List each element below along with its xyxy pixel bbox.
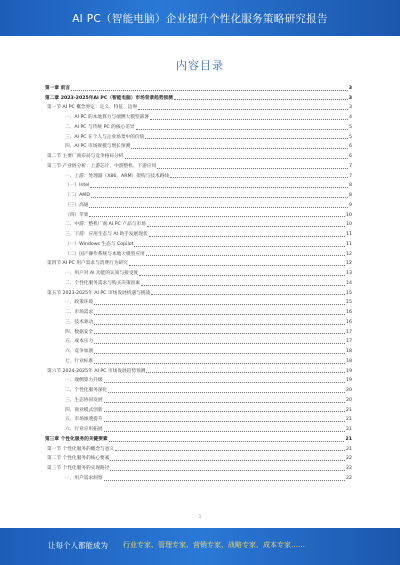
toc-entry-label: 六、行业应用拓展: [65, 427, 103, 432]
toc-entry[interactable]: [45, 287, 352, 297]
toc-leader-dots: [138, 109, 348, 110]
toc-entry-page: 4: [349, 115, 352, 120]
toc-entry-label: 第五节 2023-2025年 AI PC 市场发展机遇与挑战: [47, 290, 151, 296]
toc-entry[interactable]: [45, 141, 352, 151]
toc-entry-label: 四、数据安全: [65, 329, 94, 335]
toc-entry-page: 22: [346, 475, 352, 481]
toc-entry-label: 二、个性化服务需求与购买决策因素: [65, 280, 141, 286]
toc-leader-dots: [146, 255, 345, 256]
toc-leader-dots: [104, 431, 346, 432]
toc-entry-label: 三、AI PC 在个人与企业场景中的价值: [65, 134, 145, 140]
toc-entry-page: 19: [346, 368, 352, 374]
toc-entry-page: 17: [346, 339, 352, 345]
toc-entry[interactable]: [45, 443, 352, 453]
toc-leader-dots: [94, 324, 345, 325]
toc-entry-page: 21: [346, 446, 352, 452]
footer-roles: 行业专家、管理专家、营销专家、战略专家、成本专家……: [123, 541, 305, 549]
toc-entry[interactable]: [45, 219, 352, 229]
toc-entry-page: 19: [346, 378, 352, 384]
toc-entry-label: 六、竞争加剧: [65, 349, 94, 354]
toc-entry-page: 7: [349, 173, 352, 179]
toc-entry-label: 四、商业模式创新: [65, 407, 103, 413]
toc-leader-dots: [109, 441, 345, 442]
page-number: 1: [198, 514, 202, 519]
toc-entry-label: 第一节 个性化服务的概念与意义: [47, 446, 115, 452]
toc-entry-page: 21: [345, 436, 352, 442]
toc-entry[interactable]: [45, 404, 352, 414]
toc-leader-dots: [141, 285, 345, 286]
toc-entry-label: （四）苹果: [65, 212, 89, 218]
toc-leader-dots: [136, 129, 348, 130]
toc-entry[interactable]: [45, 102, 352, 112]
toc-leader-dots: [115, 450, 345, 451]
toc-entry-label: 第三节 产业链分析：上游芯片、中游整机、下游应用: [47, 163, 157, 169]
toc-leader-dots: [174, 99, 348, 100]
toc-entry[interactable]: [45, 170, 352, 180]
toc-entry-label: 第二节 个性化服务的核心要素: [47, 456, 110, 462]
toc-entry-label: 四、AI PC 市场规模与增长预测: [65, 144, 131, 150]
toc-entry-label: 二、个性化服务深化: [65, 388, 108, 393]
toc-entry-page: 3: [348, 85, 352, 91]
toc-entry[interactable]: [45, 365, 352, 375]
toc-entry-page: 12: [346, 251, 352, 257]
toc-entry-page: 20: [346, 397, 352, 403]
toc-entry-label: 一、政策环境: [65, 300, 94, 306]
toc-entry-page: 9: [349, 202, 352, 208]
toc-entry-page: 17: [346, 329, 352, 335]
toc-entry[interactable]: [45, 472, 352, 482]
toc-entry-page: 22: [346, 456, 352, 462]
toc-entry-label: 三、生态协同发展: [65, 397, 103, 403]
toc-leader-dots: [104, 382, 346, 383]
toc-entry-page: 15: [346, 290, 352, 296]
toc-entry[interactable]: [45, 150, 352, 160]
toc-entry[interactable]: [45, 453, 352, 463]
toc-heading: 内容目录: [176, 59, 224, 72]
toc-entry-page: 10: [346, 222, 352, 228]
toc-leader-dots: [94, 304, 345, 305]
toc-entry[interactable]: [45, 277, 352, 287]
toc-entry[interactable]: [45, 258, 352, 268]
toc-leader-dots: [145, 138, 348, 139]
toc-entry-label: 五、市场渗透提升: [65, 417, 103, 423]
toc-entry[interactable]: [45, 228, 352, 238]
toc-entry-label: 五、成本压力: [65, 339, 94, 345]
toc-entry[interactable]: [45, 121, 352, 131]
toc-leader-dots: [131, 148, 348, 149]
toc-entry[interactable]: [45, 316, 352, 326]
toc-entry-page: 5: [349, 134, 352, 140]
toc-entry[interactable]: [45, 209, 352, 219]
toc-entry-label: 三、下游：应用生态与 AI 助手发展现状: [65, 232, 148, 237]
toc-entry-page: 12: [346, 261, 352, 267]
toc-entry-page: 16: [346, 310, 352, 315]
footer-slogan: 让每个人都能成为: [48, 541, 108, 550]
toc-entry-page: 15: [346, 300, 352, 306]
toc-entry[interactable]: [45, 82, 352, 92]
toc-entry[interactable]: [45, 189, 352, 199]
toc-leader-dots: [71, 90, 348, 91]
toc-entry-page: 13: [346, 271, 352, 276]
toc-entry-label: （三）高通: [65, 202, 89, 208]
toc-entry-page: 10: [346, 212, 352, 218]
toc-entry-page: 21: [346, 417, 352, 423]
toc-entry-label: 一、用户需求洞察: [65, 475, 103, 481]
toc-leader-dots: [94, 343, 345, 344]
toc-entry-page: 20: [346, 388, 352, 393]
toc-entry-label: 三、技术驱动: [65, 319, 94, 325]
toc-entry-label: （二）AMD: [65, 193, 90, 198]
toc-leader-dots: [170, 177, 348, 178]
toc-entry-page: 22: [346, 466, 352, 471]
toc-leader-dots: [134, 246, 345, 247]
toc-entry-page: 3: [349, 105, 352, 111]
toc-entry-label: 一、用户对 AI 功能的认知与接受度: [65, 271, 139, 276]
toc-entry-page: 16: [346, 319, 352, 325]
toc-entry-label: 一、上游：处理器（X86、ARM）架构与技术路线: [65, 173, 170, 179]
toc-leader-dots: [89, 207, 348, 208]
toc-leader-dots: [139, 275, 345, 276]
toc-leader-dots: [110, 470, 345, 471]
toc-leader-dots: [147, 226, 345, 227]
toc-entry-label: 第六节 2024-2025年 AI PC 市场发展趋势预测: [47, 368, 146, 374]
toc-entry[interactable]: [45, 267, 352, 277]
toc-leader-dots: [110, 460, 345, 461]
toc-leader-dots: [104, 402, 346, 403]
toc-leader-dots: [157, 168, 348, 169]
toc-leader-dots: [150, 119, 348, 120]
toc-entry-page: 6: [349, 154, 352, 159]
toc-leader-dots: [129, 265, 345, 266]
toc-entry-page: 8: [349, 183, 352, 189]
toc-entry-label: 第四节 AI PC 用户需求与消费行为研究: [47, 261, 128, 267]
toc-entry-label: （一）Windows 生态与 Copilot: [65, 241, 134, 247]
toc-entry-page: 11: [346, 241, 352, 247]
toc-entry[interactable]: [45, 423, 352, 433]
toc-leader-dots: [94, 333, 345, 334]
toc-leader-dots: [94, 314, 345, 315]
toc-entry[interactable]: [45, 355, 352, 365]
toc-leader-dots: [94, 353, 345, 354]
toc-entry-page: 8: [349, 193, 352, 198]
toc-leader-dots: [104, 421, 346, 422]
toc-entry-label: 七、行业标准: [65, 358, 94, 364]
toc-entry[interactable]: [45, 414, 352, 424]
toc-leader-dots: [90, 187, 348, 188]
toc-entry-label: （一）Intel: [65, 183, 90, 189]
toc-entry[interactable]: [45, 180, 352, 190]
toc-entry[interactable]: [45, 433, 352, 443]
toc-entry-label: 二、市场需求: [65, 310, 94, 315]
toc-entry-label: 第一节 AI PC 概念界定：定义、特征、边界: [47, 105, 138, 111]
toc-entry-label: 一、端侧算力升级: [65, 378, 103, 384]
table-of-contents: [45, 82, 352, 482]
toc-entry[interactable]: [45, 248, 352, 258]
toc-entry[interactable]: [45, 92, 352, 102]
footer-banner: [0, 528, 400, 565]
toc-entry[interactable]: [45, 462, 352, 472]
toc-entry-label: 二、AI PC 与传统 PC 的核心差异: [65, 124, 135, 130]
toc-entry-label: 第二章 2023-2025年AI PC（智能电脑）市场背景趋势预测: [45, 95, 173, 101]
toc-entry-label: 第三章 个性化服务的关键要素: [45, 436, 108, 442]
toc-entry-label: 第一章 前言: [45, 85, 71, 91]
toc-leader-dots: [151, 294, 345, 295]
toc-entry[interactable]: [45, 238, 352, 248]
toc-entry[interactable]: [45, 297, 352, 307]
toc-entry[interactable]: [45, 375, 352, 385]
toc-entry-page: 7: [349, 163, 352, 169]
toc-entry-page: 11: [346, 232, 352, 237]
toc-entry[interactable]: [45, 394, 352, 404]
report-title: AI PC（智能电脑）企业提升个性化服务策略研究报告: [72, 13, 328, 25]
toc-entry-page: 21: [346, 407, 352, 413]
toc-entry-label: 二、中游：整机厂商 AI PC 产品与市场: [65, 222, 146, 228]
toc-leader-dots: [94, 363, 345, 364]
toc-entry-page: 21: [346, 427, 352, 432]
toc-entry[interactable]: [45, 384, 352, 394]
toc-leader-dots: [149, 236, 345, 237]
toc-entry[interactable]: [45, 326, 352, 336]
toc-entry[interactable]: [45, 111, 352, 121]
toc-leader-dots: [89, 216, 345, 217]
toc-entry-label: 第三节 个性化服务的实现路径: [47, 466, 110, 471]
toc-entry-page: 14: [346, 280, 352, 286]
toc-entry-page: 18: [346, 358, 352, 364]
toc-leader-dots: [125, 158, 349, 159]
toc-entry-label: 第二节 主要厂商布局与竞争格局分析: [47, 154, 124, 159]
toc-entry[interactable]: [45, 306, 352, 316]
toc-leader-dots: [91, 197, 348, 198]
toc-leader-dots: [104, 411, 346, 412]
toc-entry-page: 3: [348, 95, 352, 101]
toc-entry-page: 5: [349, 124, 352, 130]
toc-entry[interactable]: [45, 160, 352, 170]
toc-entry[interactable]: [45, 131, 352, 141]
toc-entry-page: 18: [346, 349, 352, 354]
toc-leader-dots: [146, 372, 345, 373]
toc-entry-page: 6: [349, 144, 352, 150]
toc-entry-label: 一、AI PC 的本地算力与端侧大模型部署: [65, 115, 149, 120]
header-banner: [0, 0, 400, 36]
toc-leader-dots: [108, 392, 345, 393]
toc-entry[interactable]: [45, 199, 352, 209]
toc-entry[interactable]: [45, 345, 352, 355]
toc-entry[interactable]: [45, 336, 352, 346]
toc-leader-dots: [104, 480, 346, 481]
toc-entry-label: （二）国产操作系统与本地大模型应用: [65, 251, 145, 257]
